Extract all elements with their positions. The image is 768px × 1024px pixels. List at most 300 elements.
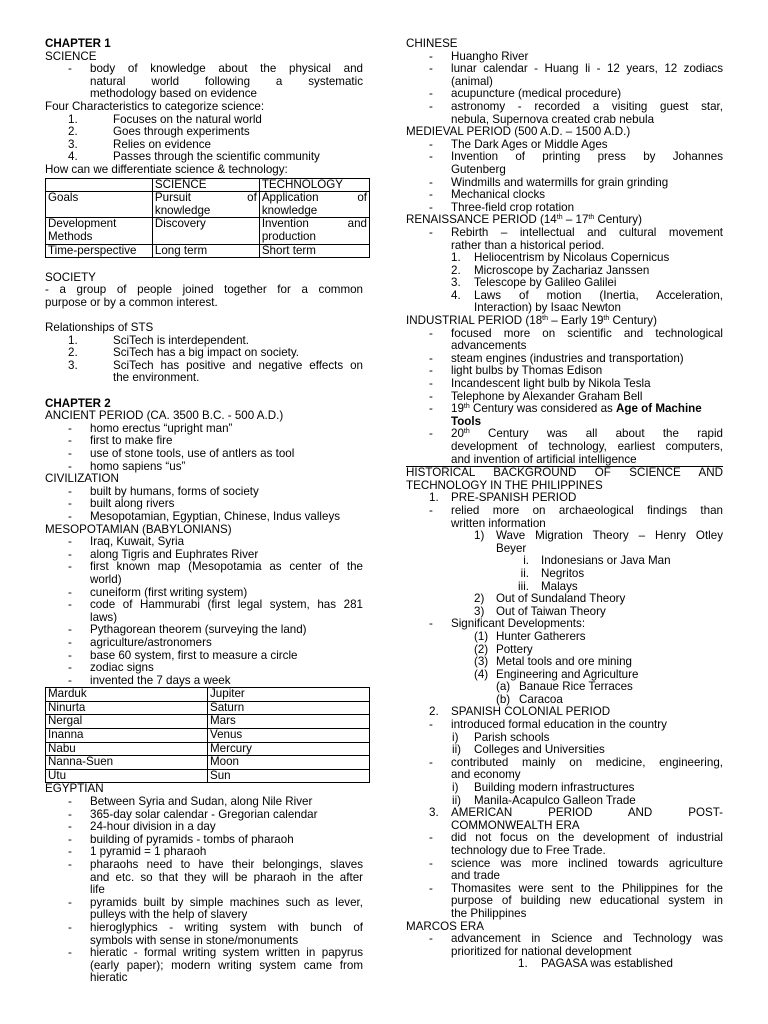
list-marker: - xyxy=(68,820,72,834)
list-marker: i. xyxy=(523,554,529,568)
list-marker: 2. xyxy=(451,263,461,277)
text-line: world) xyxy=(90,572,122,586)
list-marker: - xyxy=(68,920,72,934)
text-line: SciTech has a big impact on society. xyxy=(113,346,300,360)
chinese-item xyxy=(406,63,723,88)
cell-line: Pursuit of xyxy=(154,191,257,205)
cell-line: Development xyxy=(48,217,117,231)
cell-line: Methods xyxy=(48,229,93,243)
text-line: and etc. so that they will be pharaoh in the after xyxy=(90,870,363,884)
superscript: th xyxy=(556,214,563,222)
list-marker: - xyxy=(429,427,433,441)
text-line: nebula, Supernova created crab nebula xyxy=(451,112,655,126)
text-line: development of technology, earliest computers, xyxy=(451,440,723,453)
text-line: advancements xyxy=(451,339,527,353)
bold-text: Tools xyxy=(451,414,482,428)
industrial-item xyxy=(406,378,723,391)
text-line: and economy xyxy=(451,768,521,782)
text-line: advancement in Science and Technology was xyxy=(451,932,723,946)
table-cell: Mars xyxy=(208,715,370,729)
text-line: Rebirth – intellectual and cultural movement xyxy=(451,225,723,239)
list-item-text xyxy=(90,821,363,834)
text-line: SciTech is interdependent. xyxy=(113,333,249,347)
list-item-text xyxy=(90,897,363,922)
table-cell: Sun xyxy=(208,769,370,783)
mesopotamian-heading: MESOPOTAMIAN (BABYLONIANS) xyxy=(45,522,232,536)
list-item-text xyxy=(90,561,363,586)
list-marker: - xyxy=(68,484,72,498)
text-line: astronomy - recorded a visiting guest star, xyxy=(451,99,723,113)
american-item xyxy=(406,883,723,921)
mesopotamian-item xyxy=(45,662,363,675)
list-marker: - xyxy=(68,673,72,687)
list-item-text xyxy=(90,536,363,549)
table-row xyxy=(46,756,370,770)
table-header-cell xyxy=(46,178,153,192)
text-line xyxy=(451,403,723,416)
list-item-text xyxy=(496,530,723,555)
list-marker: (3) xyxy=(474,655,489,669)
egyptian-item xyxy=(45,859,363,897)
mesopotamian-item xyxy=(45,637,363,650)
list-marker: ii) xyxy=(452,743,462,757)
list-item-text xyxy=(90,859,363,897)
table-cell xyxy=(152,218,259,244)
table-cell xyxy=(46,218,153,244)
list-marker: - xyxy=(429,364,433,378)
table-row xyxy=(46,244,370,258)
renaissance-invention xyxy=(406,252,723,265)
table-row xyxy=(46,742,370,756)
superscript: th xyxy=(542,315,548,323)
table-row xyxy=(46,769,370,783)
list-marker: iii. xyxy=(518,579,529,593)
american-item xyxy=(406,832,723,857)
heading-part: INDUSTRIAL PERIOD (18 xyxy=(406,314,543,328)
table-cell xyxy=(259,244,369,258)
list-item-text xyxy=(451,933,723,958)
list-item-text xyxy=(496,656,723,669)
left-column xyxy=(45,37,367,985)
table-cell xyxy=(259,192,369,218)
cell-line: Application of xyxy=(261,191,367,205)
text-line: technology due to Free Trade. xyxy=(451,844,606,857)
egyptian-item xyxy=(45,796,363,809)
sts-heading: Relationships of STS xyxy=(45,321,154,335)
text-line: Between Syria and Sudan, along Nile River xyxy=(90,795,313,809)
text-line: (early paper); modern writing system came from xyxy=(90,958,363,972)
ancient-period-heading: ANCIENT PERIOD (CA. 3500 B.C. - 500 A.D.) xyxy=(45,409,284,423)
heading-part: Century) xyxy=(594,213,642,227)
list-item-text xyxy=(474,744,723,757)
heading-part: – 17 xyxy=(562,213,589,227)
text-line: invented the 7 days a week xyxy=(90,673,231,687)
text-line: lunar calendar - Huang li - 12 years, 12 zodiacs xyxy=(451,62,723,76)
significant-development xyxy=(406,631,723,644)
list-marker: - xyxy=(68,62,72,76)
list-marker: - xyxy=(429,49,433,63)
cell-line: Invention and xyxy=(261,217,367,231)
list-marker: (b) xyxy=(496,692,511,706)
list-marker: - xyxy=(429,326,433,340)
text-line: Beyer xyxy=(496,541,527,555)
list-item-text xyxy=(90,599,363,624)
text-line: built by humans, forms of society xyxy=(90,484,259,498)
text-part: 20 xyxy=(451,427,464,441)
text-line: Laws of motion (Inertia, Acceleration, xyxy=(474,288,723,302)
chinese-item xyxy=(406,101,723,126)
text-line: Manila-Acapulco Galleon Trade xyxy=(474,793,636,807)
list-item-text xyxy=(474,290,723,315)
text-line: pyramids built by simple machines such as lever, xyxy=(90,895,363,909)
text-line: HISTORICAL BACKGROUND OF SCIENCE AND xyxy=(406,466,723,480)
text-line: laws) xyxy=(90,610,118,624)
list-item-text xyxy=(519,681,723,694)
list-item-text xyxy=(113,126,363,139)
mesopotamian-item xyxy=(45,675,363,688)
list-item-text xyxy=(474,252,723,265)
text-line: first to make fire xyxy=(90,434,173,448)
list-marker: - xyxy=(68,623,72,637)
text-line: science was more inclined towards agriculture xyxy=(451,856,723,870)
list-marker: - xyxy=(429,188,433,202)
table-header-cell: SCIENCE xyxy=(152,178,259,192)
table-cell: Inanna xyxy=(46,729,208,743)
text-line: body of knowledge about the physical and xyxy=(90,62,363,76)
text-line: agriculture/astronomers xyxy=(90,635,212,649)
medieval-item xyxy=(406,189,723,202)
list-item-text xyxy=(90,947,363,985)
list-marker: 1) xyxy=(474,529,485,543)
table-cell: Nabu xyxy=(46,742,208,756)
text-line: Iraq, Kuwait, Syria xyxy=(90,535,185,549)
text-line: cuneiform (first writing system) xyxy=(90,585,248,599)
bold-text: Age of Machine xyxy=(616,402,702,416)
society-definition: - a group of people joined together for a common xyxy=(45,283,363,297)
list-item-text xyxy=(90,796,363,809)
text-line: Windmills and watermills for grain grinding xyxy=(451,175,669,189)
industrial-item xyxy=(406,328,723,353)
text-line: SciTech has positive and negative effects on xyxy=(113,358,363,372)
text-line: Metal tools and ore mining xyxy=(496,655,632,669)
list-marker: 1. xyxy=(451,251,461,265)
text-line: Telephone by Alexander Graham Bell xyxy=(451,389,643,403)
list-marker: - xyxy=(429,402,433,416)
cell-line: Short term xyxy=(261,243,316,257)
text-line: Thomasites were sent to the Philippines for the xyxy=(451,881,723,895)
table-cell: Marduk xyxy=(46,688,208,702)
list-marker: 4. xyxy=(68,150,78,164)
text-line: Indonesians or Java Man xyxy=(541,554,671,568)
table-cell xyxy=(259,218,369,244)
text-line: acupuncture (medical procedure) xyxy=(451,87,622,101)
list-item-text xyxy=(451,428,723,466)
text-part: Century was all about the rapid xyxy=(469,427,723,441)
list-marker: - xyxy=(68,648,72,662)
table-cell xyxy=(46,192,153,218)
text-line: introduced formal education in the country xyxy=(451,718,667,732)
text-line: use of stone tools, use of antlers as tool xyxy=(90,447,295,460)
list-marker: - xyxy=(68,447,72,460)
text-line: COMMONWEALTH ERA xyxy=(451,818,580,832)
text-part: 19 xyxy=(451,402,464,416)
text-line: Pythagorean theorem (surveying the land) xyxy=(90,623,307,637)
list-item-text xyxy=(451,63,723,88)
cell-line: Discovery xyxy=(154,217,206,231)
text-line: steam engines (industries and transportation) xyxy=(451,351,684,365)
list-marker: - xyxy=(429,99,433,113)
list-marker: (a) xyxy=(496,680,511,694)
heading-part: – Early 19 xyxy=(548,314,604,328)
table-header-row xyxy=(46,178,370,192)
list-item-text xyxy=(451,858,723,883)
table-row xyxy=(46,218,370,244)
text-line: Microscope by Zachariaz Janssen xyxy=(474,263,650,277)
list-marker: - xyxy=(429,856,433,870)
list-marker: - xyxy=(429,881,433,895)
list-marker: 2. xyxy=(68,346,78,360)
spanish-item xyxy=(406,719,723,732)
renaissance-invention xyxy=(406,277,723,290)
list-item-text xyxy=(541,568,723,581)
text-line: PRE-SPANISH PERIOD xyxy=(451,491,577,505)
table-cell xyxy=(152,244,259,258)
list-item-text xyxy=(451,807,723,832)
text-line: Three-field crop rotation xyxy=(451,200,575,214)
list-item-text xyxy=(451,403,723,428)
list-marker: - xyxy=(68,795,72,809)
text-line: focused more on scientific and technological xyxy=(451,326,723,340)
text-line: Parish schools xyxy=(474,730,550,744)
list-marker: 1. xyxy=(518,957,528,971)
wave-migration-group xyxy=(406,568,723,581)
text-line: symbols with sense in stone/monuments xyxy=(90,933,299,947)
text-line: Mechanical clocks xyxy=(451,188,546,202)
list-marker: - xyxy=(68,598,72,612)
text-line: the environment. xyxy=(113,371,200,385)
list-marker: 3. xyxy=(451,276,461,290)
ancient-item xyxy=(45,448,363,461)
four-characteristics-heading: Four Characteristics to categorize science: xyxy=(45,99,265,113)
list-marker: - xyxy=(68,832,72,846)
list-marker: - xyxy=(429,175,433,189)
text-line: code of Hammurabi (first legal system, has 281 xyxy=(90,598,363,612)
spanish-contribution-item xyxy=(406,782,723,795)
text-line: zodiac signs xyxy=(90,661,154,675)
text-line: and invention of artificial intelligence xyxy=(451,452,637,466)
text-line: relied more on archaeological findings than xyxy=(451,503,723,517)
text-line: hieratic xyxy=(90,971,128,985)
text-line: purpose of building new educational system in xyxy=(451,894,723,908)
text-line: AMERICAN PERIOD AND POST- xyxy=(451,806,723,820)
list-item-text xyxy=(451,189,723,202)
text-line: Wave Migration Theory – Henry Otley xyxy=(496,529,723,543)
text-line: along Tigris and Euphrates River xyxy=(90,547,259,561)
list-marker: - xyxy=(429,377,433,391)
list-marker: - xyxy=(68,858,72,871)
text-line: Telescope by Galileo Galilei xyxy=(474,276,617,290)
list-marker: - xyxy=(429,718,433,732)
chapter-1-title: CHAPTER 1 xyxy=(45,37,111,50)
differentiate-question: How can we differentiate science & technology: xyxy=(45,162,288,176)
list-marker: - xyxy=(429,351,433,365)
superscript: th xyxy=(463,428,470,436)
list-item-text xyxy=(90,461,363,474)
list-marker: - xyxy=(429,200,433,214)
list-item-text xyxy=(90,662,363,675)
list-item-text xyxy=(90,922,363,947)
american-period-heading xyxy=(406,807,723,832)
list-item-text xyxy=(451,378,723,391)
table-cell: Venus xyxy=(208,729,370,743)
list-marker: - xyxy=(429,503,433,517)
list-item-text xyxy=(451,328,723,353)
text-line: base 60 system, first to measure a circle xyxy=(90,648,298,662)
egyptian-heading: EGYPTIAN xyxy=(45,782,104,796)
marcos-era-heading: MARCOS ERA xyxy=(406,919,484,933)
table-cell: Moon xyxy=(208,756,370,770)
text-line: the Philippines xyxy=(451,906,527,920)
industrial-heading xyxy=(406,315,723,328)
text-line: Goes through experiments xyxy=(113,125,250,139)
list-item-text xyxy=(90,675,363,688)
list-marker: - xyxy=(68,895,72,909)
text-line: natural world following a systematic xyxy=(90,74,363,88)
list-item-text xyxy=(541,958,723,971)
table-row xyxy=(46,729,370,743)
text-line: Mesopotamian, Egyptian, Chinese, Indus valleys xyxy=(90,509,341,523)
text-line: hieroglyphics - writing system with bunch of xyxy=(90,920,363,934)
list-marker: - xyxy=(429,150,433,164)
text-line: rather than a historical period. xyxy=(451,238,605,252)
text-line: (animal) xyxy=(451,74,493,88)
list-item-text xyxy=(451,151,723,176)
table-cell: Utu xyxy=(46,769,208,783)
table-cell: Nanna-Suen xyxy=(46,756,208,770)
society-definition: purpose or by a common interest. xyxy=(45,295,218,309)
text-line: 365-day solar calendar - Gregorian calendar xyxy=(90,807,318,821)
list-marker: ii. xyxy=(520,566,529,580)
list-marker: - xyxy=(68,661,72,675)
list-marker: 2. xyxy=(429,705,439,719)
table-cell xyxy=(46,244,153,258)
spanish-education-item xyxy=(406,744,723,757)
society-heading: SOCIETY xyxy=(45,270,96,284)
text-line: contributed mainly on medicine, engineering, xyxy=(451,755,723,769)
text-line: Relies on evidence xyxy=(113,137,211,151)
text-line: prioritized for national development xyxy=(451,944,632,958)
pre-spanish-item xyxy=(406,505,723,530)
table-row xyxy=(46,192,370,218)
list-marker: - xyxy=(68,560,72,574)
right-column xyxy=(406,38,723,971)
table-row xyxy=(46,688,370,702)
text-line: Pottery xyxy=(496,642,533,656)
table-cell: Jupiter xyxy=(208,688,370,702)
medieval-item xyxy=(406,151,723,176)
text-line: Out of Sundaland Theory xyxy=(496,592,626,606)
text-line: Passes through the scientific community xyxy=(113,150,320,164)
mesopotamian-item xyxy=(45,599,363,624)
list-marker: - xyxy=(68,547,72,561)
cell-line: production xyxy=(261,229,316,243)
table-row xyxy=(46,715,370,729)
list-item-text xyxy=(451,883,723,921)
list-marker: - xyxy=(68,459,72,473)
text-line: Out of Taiwan Theory xyxy=(496,604,606,618)
heading-part: Century) xyxy=(609,314,657,328)
list-item-text xyxy=(451,227,723,252)
list-marker: (4) xyxy=(474,667,489,681)
text-line: Hunter Gatherers xyxy=(496,629,586,643)
egyptian-item xyxy=(45,947,363,985)
text-line: TECHNOLOGY IN THE PHILIPPINES xyxy=(406,478,603,492)
list-marker: - xyxy=(429,831,433,845)
list-marker: - xyxy=(68,497,72,511)
text-line: written information xyxy=(451,516,546,530)
cell-line: Long term xyxy=(154,243,208,257)
list-marker: - xyxy=(68,946,72,960)
list-item-text xyxy=(496,631,723,644)
sts-item xyxy=(45,360,363,385)
table-cell: Saturn xyxy=(208,701,370,715)
text-line: Malays xyxy=(541,579,578,593)
list-item-text xyxy=(496,593,723,606)
mesopotamian-item xyxy=(45,536,363,549)
heading-part: RENAISSANCE PERIOD (14 xyxy=(406,213,557,227)
list-marker: - xyxy=(68,845,72,859)
migration-theory xyxy=(406,593,723,606)
list-item-text xyxy=(474,277,723,290)
list-item-text xyxy=(113,347,363,360)
text-line: Interaction) by Isaac Newton xyxy=(474,301,621,315)
industrial-item xyxy=(406,428,723,466)
table-row xyxy=(46,701,370,715)
list-marker: 4. xyxy=(451,288,461,302)
list-marker: - xyxy=(429,62,433,76)
list-item-text xyxy=(451,719,723,732)
cell-line: Goals xyxy=(48,191,79,205)
text-part: Century was considered as xyxy=(469,402,617,416)
superscript: th xyxy=(588,214,595,222)
list-marker: 3. xyxy=(429,806,439,820)
list-marker: 1. xyxy=(68,333,78,347)
list-marker: - xyxy=(68,535,72,549)
text-line: Huangho River xyxy=(451,49,529,63)
list-marker: - xyxy=(429,755,433,769)
list-marker: - xyxy=(68,807,72,821)
list-marker: - xyxy=(68,635,72,649)
text-line: Invention of printing press by Johannes xyxy=(451,150,723,164)
table-cell: Nergal xyxy=(46,715,208,729)
text-line: Gutenberg xyxy=(451,162,506,176)
egyptian-item xyxy=(45,821,363,834)
migration-theory xyxy=(406,530,723,555)
chapter-2-title: CHAPTER 2 xyxy=(45,396,111,410)
spanish-item xyxy=(406,757,723,782)
text-line: Negritos xyxy=(541,566,585,580)
text-line: hieratic - formal writing system written in papyrus xyxy=(90,946,363,960)
characteristic-item xyxy=(45,126,363,139)
list-item-text xyxy=(474,782,723,795)
list-marker: 1. xyxy=(429,491,439,505)
sts-item xyxy=(45,347,363,360)
list-marker: 1. xyxy=(68,112,78,126)
cell-line: knowledge xyxy=(154,203,211,217)
text-line: first known map (Mesopotamia as center of the xyxy=(90,560,363,574)
planet-gods-table xyxy=(45,687,370,783)
text-line: Building modern infrastructures xyxy=(474,781,635,795)
